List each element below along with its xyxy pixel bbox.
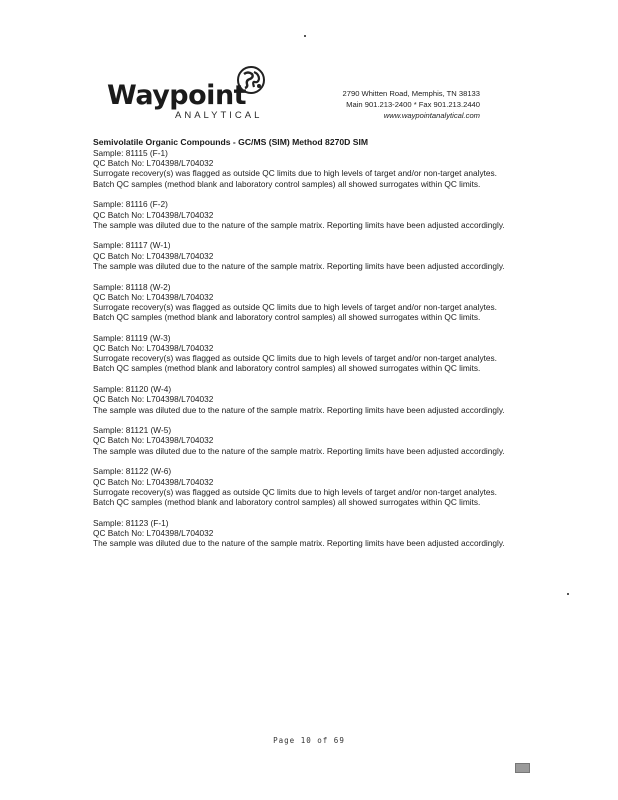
sample-note: The sample was diluted due to the nature of the sample matrix. Reporting limits have been adjusted accordingly. bbox=[93, 219, 505, 230]
qc-batch: QC Batch No: L704398/L704032 bbox=[93, 476, 214, 487]
sample-id: Sample: 81121 (W-5) bbox=[93, 425, 172, 436]
qc-batch: QC Batch No: L704398/L704032 bbox=[93, 158, 214, 169]
sample-entry bbox=[93, 333, 563, 374]
sample-entry bbox=[93, 240, 563, 271]
sample-note: The sample was diluted due to the nature of the sample matrix. Reporting limits have been adjusted accordingly. bbox=[93, 260, 505, 271]
sample-entry bbox=[93, 518, 563, 549]
sample-entry bbox=[93, 425, 563, 456]
qc-batch: QC Batch No: L704398/L704032 bbox=[93, 435, 214, 446]
sample-note: Batch QC samples (method blank and laboratory control samples) all showed surrogates within QC limits. bbox=[93, 178, 481, 189]
company-logo bbox=[107, 64, 277, 126]
company-address: 2790 Whitten Road, Memphis, TN 38133 bbox=[342, 89, 480, 98]
sample-note: The sample was diluted due to the nature of the sample matrix. Reporting limits have been adjusted accordingly. bbox=[93, 404, 505, 415]
sample-note: Batch QC samples (method blank and laboratory control samples) all showed surrogates within QC limits. bbox=[93, 363, 481, 374]
sample-id: Sample: 81116 (F-2) bbox=[93, 199, 168, 210]
sample-id: Sample: 81120 (W-4) bbox=[93, 384, 172, 395]
sample-entry bbox=[93, 282, 563, 323]
scan-stamp bbox=[515, 763, 530, 773]
section-heading: Semivolatile Organic Compounds - GC/MS (SIM) Method 8270D SIM bbox=[93, 137, 369, 147]
qc-batch: QC Batch No: L704398/L704032 bbox=[93, 250, 214, 261]
report-body bbox=[93, 137, 563, 548]
sample-id: Sample: 81119 (W-3) bbox=[93, 332, 171, 343]
sample-id: Sample: 81117 (W-1) bbox=[93, 240, 171, 251]
logo-subtitle: ANALYTICAL bbox=[175, 110, 263, 121]
sample-id: Sample: 81118 (W-2) bbox=[93, 281, 171, 292]
sample-id: Sample: 81115 (F-1) bbox=[93, 148, 168, 158]
company-website: www.waypointanalytical.com bbox=[383, 111, 480, 120]
sample-entry bbox=[93, 199, 563, 230]
scan-speck bbox=[304, 35, 306, 37]
sample-id: Sample: 81123 (F-1) bbox=[93, 517, 169, 528]
sample-id: Sample: 81122 (W-6) bbox=[93, 466, 172, 477]
letterhead-contact bbox=[343, 88, 480, 121]
sample-note: Batch QC samples (method blank and laboratory control samples) all showed surrogates within QC limits. bbox=[93, 312, 481, 323]
sample-note: The sample was diluted due to the nature of the sample matrix. Reporting limits have been adjusted accordingly. bbox=[93, 538, 505, 549]
sample-note: Surrogate recovery(s) was flagged as outside QC limits due to high levels of target and/or non-target analytes. bbox=[93, 168, 497, 179]
logo-wordmark: Waypoint bbox=[107, 80, 247, 111]
sample-entry bbox=[93, 384, 563, 415]
globe-icon bbox=[235, 64, 267, 96]
sample-note: Surrogate recovery(s) was flagged as outside QC limits due to high levels of target and/or non-target analytes. bbox=[93, 301, 497, 312]
qc-batch: QC Batch No: L704398/L704032 bbox=[93, 343, 214, 354]
qc-batch: QC Batch No: L704398/L704032 bbox=[93, 394, 214, 405]
sample-note: Surrogate recovery(s) was flagged as outside QC limits due to high levels of target and/or non-target analytes. bbox=[93, 353, 497, 364]
scan-speck bbox=[567, 593, 569, 595]
qc-batch: QC Batch No: L704398/L704032 bbox=[93, 527, 214, 538]
sample-note: Batch QC samples (method blank and laboratory control samples) all showed surrogates within QC limits. bbox=[93, 496, 481, 507]
company-phone: Main 901.213-2400 * Fax 901.213.2440 bbox=[346, 100, 480, 109]
sample-entry bbox=[93, 148, 563, 189]
page-number: Page 10 of 69 bbox=[273, 736, 345, 745]
sample-entry bbox=[93, 466, 563, 507]
qc-batch: QC Batch No: L704398/L704032 bbox=[93, 209, 214, 220]
sample-note: The sample was diluted due to the nature of the sample matrix. Reporting limits have been adjusted accordingly. bbox=[93, 445, 505, 456]
qc-batch: QC Batch No: L704398/L704032 bbox=[93, 291, 214, 302]
sample-note: Surrogate recovery(s) was flagged as outside QC limits due to high levels of target and/or non-target analytes. bbox=[93, 486, 497, 497]
